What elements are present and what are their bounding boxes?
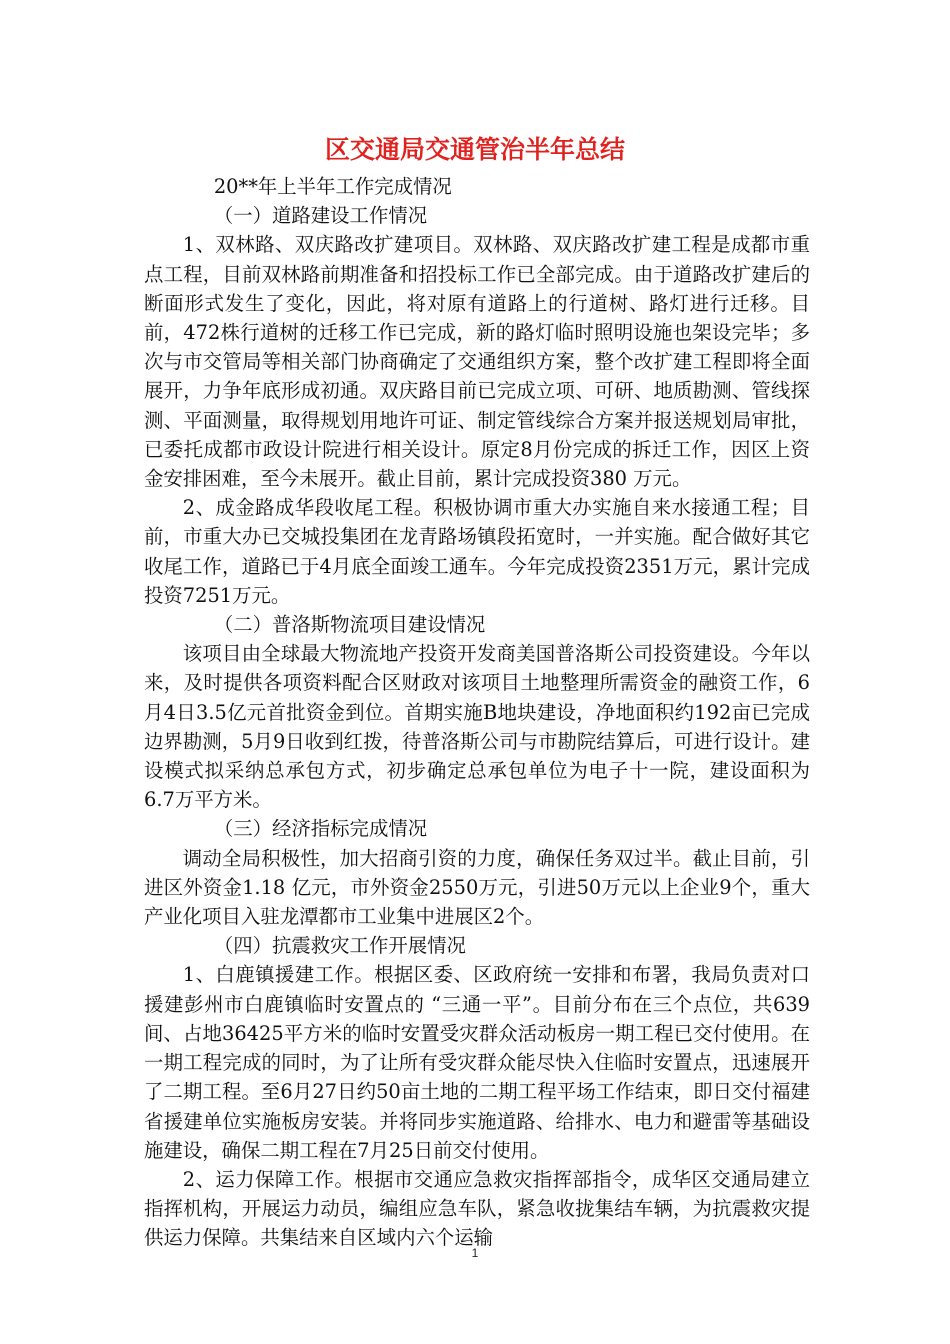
body-paragraph: 1、白鹿镇援建工作。根据区委、区政府统一安排和布署，我局负责对口援建彭州市白鹿镇临时安置点的 “三通一平”。目前分布在三个点位，共639间、占地36425平方米的临时安置受灾群众活动板房一期工程已交付使用。在一期工程完成的同时，为了让所有受灾群众能尽快入住临时安置点，迅速展开了二期工程。至6月27日约50亩土地的二期工程平场工作结束，即日交付福建省援建单位实施板房安装。并将同步实施道路、给排水、电力和避雷等基础设施建设，确保二期工程在7月25日前交付使用。 xyxy=(144,963,810,1162)
body-paragraph: 2、运力保障工作。根据市交通应急救灾指挥部指令，成华区交通局建立指挥机构，开展运力动员，编组应急车队，紧急收拢集结车辆，为抗震救灾提供运力保障。共集结来自区域内六个运输 xyxy=(144,1167,810,1250)
page-number: 1 xyxy=(471,1246,479,1260)
section-heading: 20**年上半年工作完成情况 xyxy=(213,175,452,198)
body-paragraph: 2、成金路成华段收尾工程。积极协调市重大办实施自来水接通工程；目前，市重大办已交城投集团在龙青路场镇段拓宽时，一并实施。配合做好其它收尾工作，道路已于4月底全面竣工通车。今年完成投资2351万元，累计完成投资7251万元。 xyxy=(144,496,810,607)
section-heading: （二）普洛斯物流项目建设情况 xyxy=(213,613,486,637)
document-body xyxy=(144,172,810,1253)
body-paragraph: 1、双林路、双庆路改扩建项目。双林路、双庆路改扩建工程是成都市重点工程，目前双林路前期准备和招投标工作已全部完成。由于道路改扩建后的断面形式发生了变化，因此，将对原有道路上的行道树、路灯进行迁移。目前，472株行道树的迁移工作已完成，新的路灯临时照明设施也架设完毕；多次与市交管局等相关部门协商确定了交通组织方案，整个改扩建工程即将全面展开，力争年底形成初通。双庆路目前已完成立项、可研、地质勘测、管线探测、平面测量，取得规划用地许可证、制定管线综合方案并报送规划局审批，已委托成都市政设计院进行相关设计。原定8月份完成的拆迁工作，因区上资金安排困难，至今未展开。截止目前，累计完成投资380 万元。 xyxy=(144,233,810,491)
section-heading: （一）道路建设工作情况 xyxy=(213,204,428,228)
body-paragraph: 该项目由全球最大物流地产投资开发商美国普洛斯公司投资建设。今年以来，及时提供各项资料配合区财政对该项目土地整理所需资金的融资工作，6月4日3.5亿元首批资金到位。首期实施B地块建设，净地面积约192亩已完成边界勘测，5月9日收到红拨，待普洛斯公司与市勘院结算后，可进行设计。建设模式拟采纳总承包方式，初步确定总承包单位为电子十一院，建设面积为6.7万平方米。 xyxy=(144,642,810,812)
document-title: 区交通局交通管治半年总结 xyxy=(324,135,625,164)
section-heading: （四）抗震救灾工作开展情况 xyxy=(213,934,466,958)
section-heading: （三）经济指标完成情况 xyxy=(213,817,428,841)
body-paragraph: 调动全局积极性，加大招商引资的力度，确保任务双过半。截止目前，引进区外资金1.18 亿元，市外资金2550万元，引进50万元以上企业9个，重大产业化项目入驻龙潭都市工业集中进展区2个。 xyxy=(144,846,810,929)
